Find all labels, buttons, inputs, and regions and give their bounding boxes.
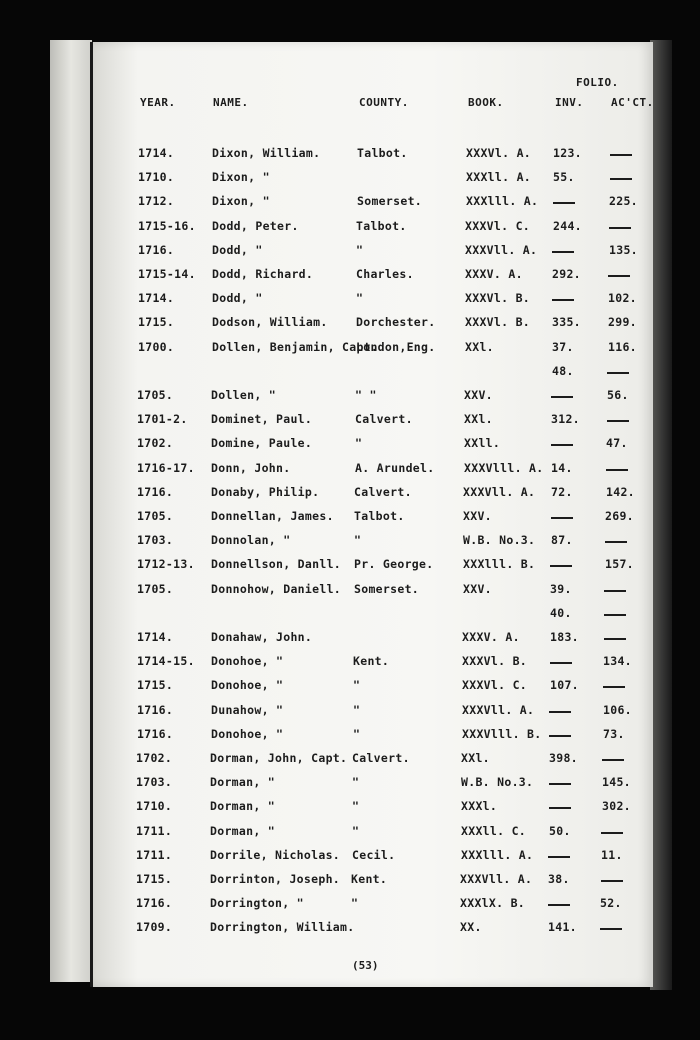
cell-county: "	[356, 243, 364, 257]
dash-mark	[610, 154, 632, 156]
cell-book: W.B. No.3.	[461, 775, 534, 789]
cell-acct: 56.	[607, 388, 629, 402]
cell-inv: 123.	[553, 146, 582, 160]
cell-book: XXXVl. C.	[465, 219, 531, 233]
dash-mark	[552, 251, 574, 253]
cell-year: 1715-14.	[138, 267, 196, 281]
cell-county: "	[354, 533, 362, 547]
dash-mark	[610, 178, 632, 180]
dash-mark	[604, 638, 626, 640]
cell-book: XXXlll. A.	[461, 848, 534, 862]
dash-mark	[553, 202, 575, 204]
cell-acct: 142.	[606, 485, 635, 499]
dash-mark	[551, 444, 573, 446]
cell-name: Dodson, William.	[212, 315, 328, 329]
cell-name: Domine, Paule.	[211, 436, 313, 450]
cell-inv: 107.	[550, 678, 579, 692]
cell-acct: 225.	[609, 194, 638, 208]
header-acct: AC'CT.	[611, 96, 654, 109]
cell-acct: 299.	[608, 315, 637, 329]
cell-inv: 48.	[552, 364, 574, 378]
cell-acct: 52.	[600, 896, 622, 910]
dash-mark	[551, 517, 573, 519]
cell-name: Dominet, Paul.	[211, 412, 313, 426]
cell-county: Cecil.	[352, 848, 396, 862]
cell-inv: 183.	[550, 630, 579, 644]
cell-year: 1714-15.	[137, 654, 195, 668]
cell-year: 1703.	[137, 533, 174, 547]
page-number: (53)	[352, 959, 379, 972]
cell-year: 1710.	[138, 170, 175, 184]
cell-name: Donnellson, Danll.	[211, 557, 342, 571]
dash-mark	[548, 904, 570, 906]
cell-book: XXXV. A.	[465, 267, 523, 281]
cell-year: 1705.	[137, 582, 174, 596]
cell-county: "	[353, 678, 361, 692]
cell-name: Dorman, "	[210, 775, 276, 789]
cell-book: XXXVll. A.	[460, 872, 533, 886]
cell-county: "	[351, 896, 359, 910]
cell-county: "	[353, 727, 361, 741]
header-folio: FOLIO.	[576, 76, 619, 89]
header-inv: INV.	[555, 96, 584, 109]
header-county: COUNTY.	[359, 96, 409, 109]
cell-year: 1710.	[136, 799, 173, 813]
cell-acct: 145.	[602, 775, 631, 789]
cell-county: Calvert.	[352, 751, 410, 765]
cell-name: Donnolan, "	[211, 533, 291, 547]
cell-book: XXXVll. A.	[465, 243, 538, 257]
cell-year: 1700.	[138, 340, 175, 354]
cell-acct: 106.	[603, 703, 632, 717]
cell-name: Dodd, "	[212, 243, 263, 257]
cell-name: Dorrinton, Joseph.	[210, 872, 341, 886]
dash-mark	[608, 275, 630, 277]
cell-year: 1701-2.	[137, 412, 188, 426]
adjacent-page-edge	[50, 40, 92, 982]
dash-mark	[550, 565, 572, 567]
cell-book: XXl.	[464, 412, 493, 426]
cell-book: XXll.	[464, 436, 501, 450]
cell-year: 1715.	[136, 872, 173, 886]
dash-mark	[606, 469, 628, 471]
cell-year: 1712-13.	[137, 557, 195, 571]
cell-name: Dunahow, "	[211, 703, 284, 717]
cell-book: XXXVl. B.	[465, 315, 531, 329]
cell-book: XXXVll. A.	[463, 485, 536, 499]
cell-county: "	[356, 291, 364, 305]
cell-book: XXl.	[465, 340, 494, 354]
cell-name: Dorrington, William.	[210, 920, 355, 934]
cell-county: Somerset.	[357, 194, 423, 208]
cell-year: 1716.	[138, 243, 175, 257]
cell-inv: 141.	[548, 920, 577, 934]
cell-acct: 135.	[609, 243, 638, 257]
cell-book: XXXlX. B.	[460, 896, 526, 910]
cell-acct: 73.	[603, 727, 625, 741]
dash-mark	[602, 759, 624, 761]
cell-name: Dollen, "	[211, 388, 277, 402]
cell-acct: 11.	[601, 848, 623, 862]
cell-name: Dollen, Benjamin, Capt.	[212, 340, 379, 354]
cell-inv: 37.	[552, 340, 574, 354]
dash-mark	[552, 299, 574, 301]
cell-inv: 312.	[551, 412, 580, 426]
cell-county: " "	[355, 388, 377, 402]
cell-name: Dorman, "	[210, 799, 276, 813]
dash-mark	[604, 590, 626, 592]
header-name: NAME.	[213, 96, 249, 109]
cell-year: 1716-17.	[137, 461, 195, 475]
cell-county: Charles.	[356, 267, 414, 281]
cell-year: 1716.	[137, 727, 174, 741]
cell-book: XXXV. A.	[462, 630, 520, 644]
cell-county: "	[352, 775, 360, 789]
cell-inv: 72.	[551, 485, 573, 499]
cell-name: Dodd, "	[212, 291, 263, 305]
header-book: BOOK.	[468, 96, 504, 109]
cell-name: Dorman, "	[210, 824, 276, 838]
dash-mark	[550, 662, 572, 664]
page-shadow-edge	[650, 40, 672, 990]
cell-name: Donohoe, "	[211, 727, 284, 741]
cell-name: Dixon, "	[212, 194, 270, 208]
cell-name: Donnohow, Daniell.	[211, 582, 342, 596]
cell-acct: 134.	[603, 654, 632, 668]
dash-mark	[549, 783, 571, 785]
dash-mark	[548, 856, 570, 858]
cell-acct: 116.	[608, 340, 637, 354]
cell-name: Dorman, John, Capt.	[210, 751, 348, 765]
cell-book: XXXVlll. B.	[462, 727, 542, 741]
dash-mark	[609, 227, 631, 229]
cell-year: 1703.	[136, 775, 173, 789]
cell-inv: 292.	[552, 267, 581, 281]
cell-inv: 335.	[552, 315, 581, 329]
cell-book: XXXlll. A.	[466, 194, 539, 208]
cell-name: Dixon, William.	[212, 146, 321, 160]
cell-book: XXl.	[461, 751, 490, 765]
cell-acct: 269.	[605, 509, 634, 523]
cell-county: A. Arundel.	[355, 461, 435, 475]
cell-book: XXXll. C.	[461, 824, 527, 838]
cell-county: Somerset.	[354, 582, 420, 596]
cell-county: Calvert.	[355, 412, 413, 426]
cell-county: Talbot.	[356, 219, 407, 233]
dash-mark	[601, 832, 623, 834]
cell-county: "	[352, 799, 360, 813]
cell-year: 1711.	[136, 848, 173, 862]
cell-name: Dorrington, "	[210, 896, 304, 910]
cell-year: 1702.	[137, 436, 174, 450]
cell-year: 1709.	[136, 920, 173, 934]
cell-county: Kent.	[351, 872, 388, 886]
cell-county: Pr. George.	[354, 557, 434, 571]
cell-inv: 244.	[553, 219, 582, 233]
dash-mark	[607, 420, 629, 422]
cell-name: Donohoe, "	[211, 678, 284, 692]
cell-year: 1705.	[137, 388, 174, 402]
cell-book: XXXVl. A.	[466, 146, 532, 160]
dash-mark	[601, 880, 623, 882]
cell-county: Talbot.	[354, 509, 405, 523]
dash-mark	[600, 928, 622, 930]
cell-inv: 55.	[553, 170, 575, 184]
dash-mark	[607, 372, 629, 374]
cell-year: 1716.	[137, 703, 174, 717]
cell-county: Calvert.	[354, 485, 412, 499]
cell-year: 1714.	[138, 146, 175, 160]
cell-year: 1714.	[137, 630, 174, 644]
dash-mark	[603, 686, 625, 688]
cell-year: 1712.	[138, 194, 175, 208]
cell-book: XXXll. A.	[466, 170, 532, 184]
cell-book: XXV.	[463, 509, 492, 523]
cell-acct: 47.	[606, 436, 628, 450]
cell-year: 1716.	[136, 896, 173, 910]
cell-inv: 87.	[551, 533, 573, 547]
cell-county: "	[355, 436, 363, 450]
cell-inv: 50.	[549, 824, 571, 838]
cell-book: XXXVl. C.	[462, 678, 528, 692]
cell-name: Dixon, "	[212, 170, 270, 184]
cell-year: 1715-16.	[138, 219, 196, 233]
dash-mark	[551, 396, 573, 398]
cell-book: W.B. No.3.	[463, 533, 536, 547]
dash-mark	[549, 735, 571, 737]
cell-year: 1714.	[138, 291, 175, 305]
cell-inv: 39.	[550, 582, 572, 596]
cell-inv: 38.	[548, 872, 570, 886]
cell-book: XXXlll. B.	[463, 557, 536, 571]
dash-mark	[605, 541, 627, 543]
cell-county: Talbot.	[357, 146, 408, 160]
cell-year: 1715.	[137, 678, 174, 692]
cell-county: London,Eng.	[356, 340, 436, 354]
cell-book: XXXl.	[461, 799, 498, 813]
cell-acct: 302.	[602, 799, 631, 813]
cell-name: Dorrile, Nicholas.	[210, 848, 341, 862]
dash-mark	[604, 614, 626, 616]
cell-name: Donohoe, "	[211, 654, 284, 668]
dash-mark	[549, 711, 571, 713]
cell-acct: 157.	[605, 557, 634, 571]
cell-inv: 40.	[550, 606, 572, 620]
cell-county: "	[352, 824, 360, 838]
cell-book: XXV.	[463, 582, 492, 596]
cell-book: XX.	[460, 920, 482, 934]
cell-county: "	[353, 703, 361, 717]
cell-county: Kent.	[353, 654, 390, 668]
cell-name: Dodd, Richard.	[212, 267, 314, 281]
cell-year: 1705.	[137, 509, 174, 523]
cell-book: XXXVl. B.	[462, 654, 528, 668]
cell-year: 1716.	[137, 485, 174, 499]
header-year: YEAR.	[140, 96, 176, 109]
cell-name: Donaby, Philip.	[211, 485, 320, 499]
cell-book: XXV.	[464, 388, 493, 402]
cell-inv: 14.	[551, 461, 573, 475]
cell-book: XXXVlll. A.	[464, 461, 544, 475]
cell-year: 1711.	[136, 824, 173, 838]
cell-year: 1702.	[136, 751, 173, 765]
cell-acct: 102.	[608, 291, 637, 305]
cell-name: Donn, John.	[211, 461, 291, 475]
cell-year: 1715.	[138, 315, 175, 329]
dash-mark	[549, 807, 571, 809]
cell-name: Donahaw, John.	[211, 630, 313, 644]
cell-name: Dodd, Peter.	[212, 219, 299, 233]
cell-county: Dorchester.	[356, 315, 436, 329]
cell-name: Donnellan, James.	[211, 509, 334, 523]
cell-inv: 398.	[549, 751, 578, 765]
cell-book: XXXVl. B.	[465, 291, 531, 305]
cell-book: XXXVll. A.	[462, 703, 535, 717]
